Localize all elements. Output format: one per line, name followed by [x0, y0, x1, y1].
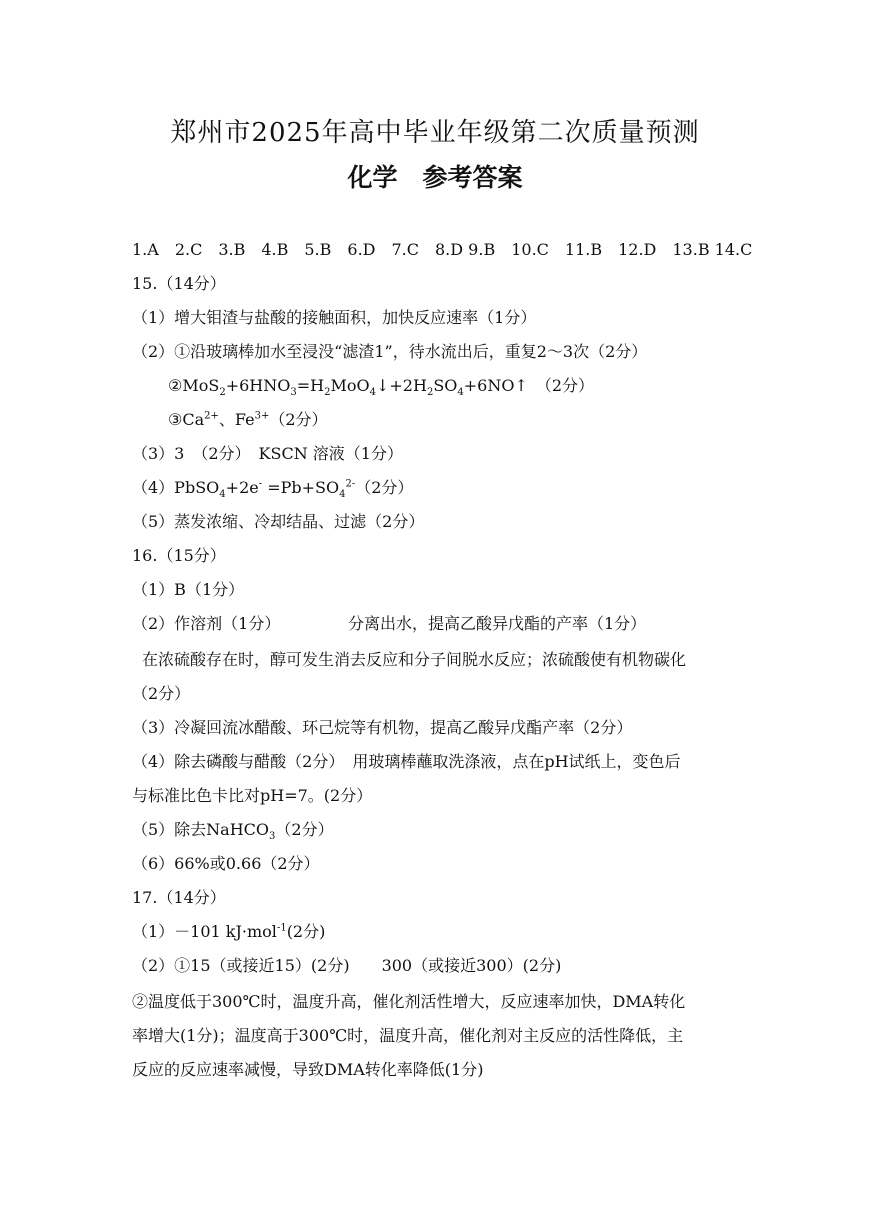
- q16-2c: 在浓硫酸存在时，醇可发生消去反应和分子间脱水反应；浓硫酸使有机物碳化: [142, 650, 687, 669]
- page-title: 郑州市2025年高中毕业年级第二次质量预测: [170, 118, 700, 148]
- q17-2-1: （2）①15（或接近15）(2分) 300（或接近300）(2分): [132, 956, 562, 975]
- q16-heading: 16.（15分）: [132, 546, 226, 565]
- q16-2a: （2）作溶剂（1分）: [132, 614, 281, 633]
- q15-heading: 15.（14分）: [132, 274, 226, 293]
- q16-6: （6）66%或0.66（2分）: [132, 854, 320, 873]
- q16-4b: 与标准比色卡比对pH=7。(2分）: [132, 786, 373, 805]
- answer-line-mc: 1.A 2.C 3.B 4.B 5.B 6.D 7.C 8.D 9.B 10.C 11.B 12.D 13.B 14.C: [132, 240, 753, 259]
- q17-2-2b: 率增大(1分)；温度高于300℃时，温度升高，催化剂对主反应的活性降低，主: [132, 1026, 684, 1045]
- q16-2b: 分离出水，提高乙酸异戊酯的产率（1分）: [348, 614, 647, 633]
- q15-3: （3）3 （2分） KSCN 溶液（1分）: [132, 444, 403, 463]
- q16-3: （3）冷凝回流冰醋酸、环己烷等有机物，提高乙酸异戊酯产率（2分）: [132, 718, 633, 737]
- q17-1: （1）－101 kJ·mol$^{-1}$(2分): [132, 922, 326, 941]
- q15-2-2-equation: $②MoS_2+6HNO_3=H_2MoO_4↓+2H_2SO_4+6NO↑$ （2分）: [168, 376, 595, 399]
- q17-2-2c: 反应的反应速率减慢，导致DMA转化率降低(1分): [132, 1060, 484, 1079]
- q15-4: （4）PbSO$_4$+2e- $=Pb+SO_4^{2-}(2$分）: [132, 478, 414, 501]
- q15-5: （5）蒸发浓缩、冷却结晶、过滤（2分）: [132, 512, 425, 531]
- q17-2-2a: ②温度低于300℃时，温度升高，催化剂活性增大，反应速率加快，DMA转化: [132, 992, 686, 1011]
- page-subtitle: 化学 参考答案: [347, 163, 523, 192]
- q15-2-1: （2）①沿玻璃棒加水至浸没“滤渣1”，待水流出后，重复2～3次（2分）: [132, 342, 648, 361]
- q15-1: （1）增大钼渣与盐酸的接触面积，加快反应速率（1分）: [132, 308, 537, 327]
- q17-heading: 17.（14分）: [132, 888, 226, 907]
- q16-2d: （2分）: [132, 684, 191, 703]
- q16-4a: （4）除去磷酸与醋酸（2分） 用玻璃棒蘸取洗涤液，点在pH试纸上，变色后: [132, 752, 681, 771]
- q16-5: （5）除去NaHCO$_3$（2分）: [132, 820, 334, 843]
- q15-2-3: $③Ca^{2+}$、$Fe^{3+}(2$分）: [168, 410, 328, 429]
- q16-1: （1）B（1分）: [132, 580, 245, 599]
